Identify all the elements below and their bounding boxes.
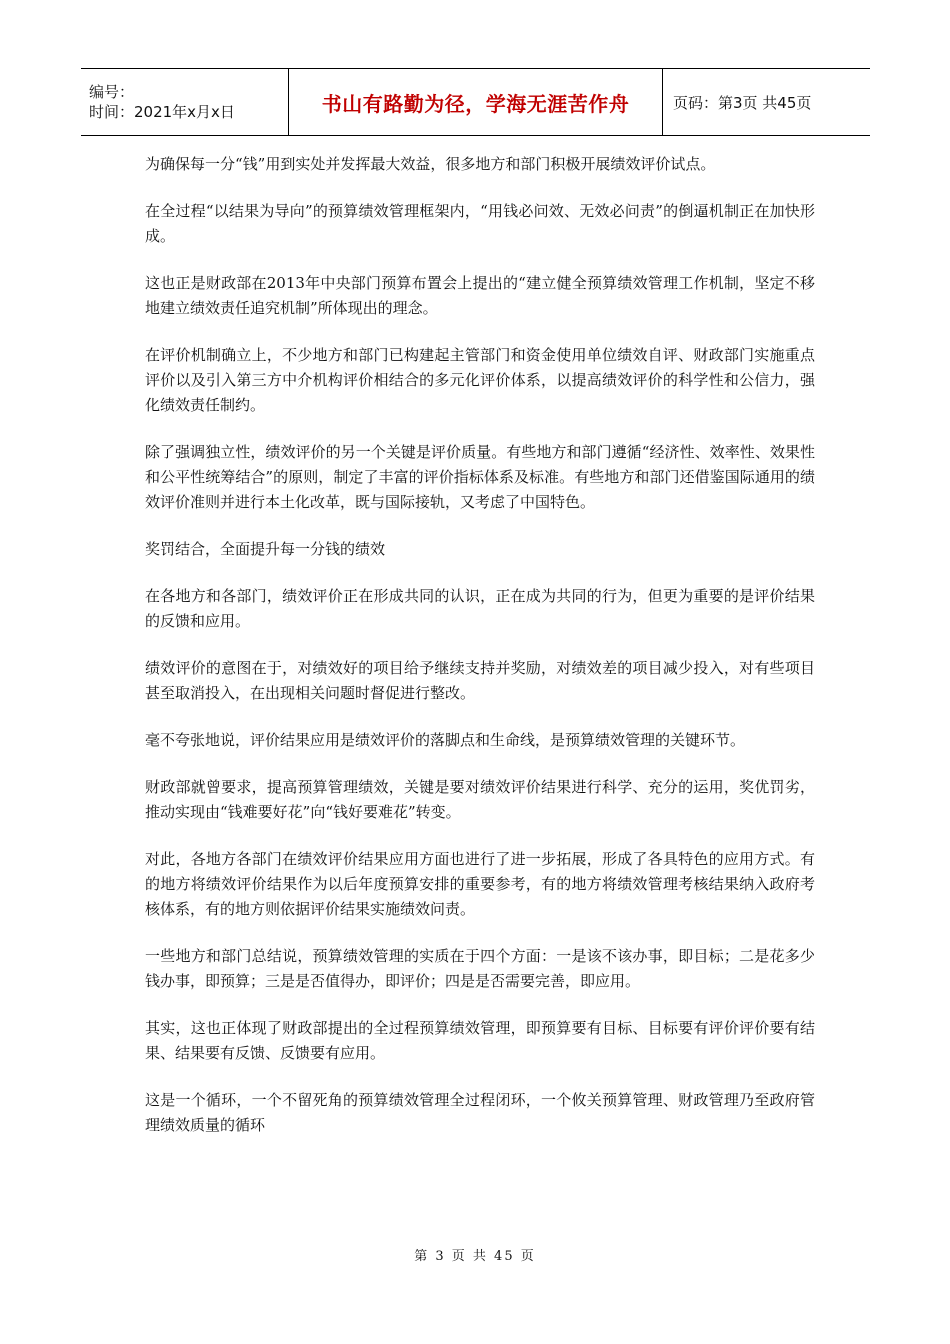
paragraph: 一些地方和部门总结说，预算绩效管理的实质在于四个方面：一是该不该办事，即目标；二是花多少钱办事，即预算；三是是否值得办，即评价；四是是否需要完善，即应用。 [145,947,815,990]
paragraph: 这是一个循环，一个不留死角的预算绩效管理全过程闭环，一个攸关预算管理、财政管理乃至政府管理绩效质量的循环 [145,1091,815,1134]
paragraph: 在全过程“以结果为导向”的预算绩效管理框架内，“用钱必问效、无效必问责”的倒逼机制正在加快形成。 [145,202,815,245]
paragraph: 为确保每一分“钱”用到实处并发挥最大效益，很多地方和部门积极开展绩效评价试点。 [145,155,716,173]
page-footer: 第 3 页 共 45 页 [414,1249,536,1264]
paragraph: 毫不夸张地说，评价结果应用是绩效评价的落脚点和生命线，是预算绩效管理的关键环节。 [145,731,746,749]
section-heading: 奖罚结合，全面提升每一分钱的绩效 [145,540,386,558]
paragraph: 在评价机制确立上，不少地方和部门已构建起主管部门和资金使用单位绩效自评、财政部门实施重点评价以及引入第三方中介机构评价相结合的多元化评价体系，以提高绩效评价的科学性和公信力，强化绩效责任制约。 [145,346,815,414]
paragraph: 这也正是财政部在2013年中央部门预算布置会上提出的“建立健全预算绩效管理工作机制，坚定不移地建立绩效责任追究机制”所体现出的理念。 [145,274,815,317]
paragraph: 在各地方和各部门，绩效评价正在形成共同的认识，正在成为共同的行为，但更为重要的是评价结果的反馈和应用。 [145,587,815,630]
paragraph: 对此，各地方各部门在绩效评价结果应用方面也进行了进一步拓展，形成了各具特色的应用方式。有的地方将绩效评价结果作为以后年度预算安排的重要参考，有的地方将绩效管理考核结果纳入政府考核体系，有的地方则依据评价结果实施绩效问责。 [145,850,815,918]
paragraph: 其实，这也正体现了财政部提出的全过程预算绩效管理，即预算要有目标、目标要有评价评价要有结果、结果要有反馈、反馈要有应用。 [145,1019,815,1062]
page-header [81,68,870,136]
header-left-cell [81,69,289,136]
header-motto: 书山有路勤为径，学海无涯苦作舟 [289,69,663,136]
document-date-label: 时间：2021年x月x日 [89,103,235,121]
paragraph: 除了强调独立性，绩效评价的另一个关键是评价质量。有些地方和部门遵循“经济性、效率性、效果性和公平性统筹结合”的原则，制定了丰富的评价指标体系及标准。有些地方和部门还借鉴国际通用的绩效评价准则并进行本土化改革，既与国际接轨，又考虑了中国特色。 [145,443,815,511]
paragraph: 绩效评价的意图在于，对绩效好的项目给予继续支持并奖励，对绩效差的项目减少投入，对有些项目甚至取消投入，在出现相关问题时督促进行整改。 [145,659,815,702]
document-number-label: 编号： [89,83,135,101]
paragraph: 财政部就曾要求，提高预算管理绩效，关键是要对绩效评价结果进行科学、充分的运用，奖优罚劣，推动实现由“钱难要好花”向“钱好要难花”转变。 [145,778,815,821]
document-body [145,152,815,1160]
header-page-info: 页码：第3页 共45页 [663,69,871,136]
